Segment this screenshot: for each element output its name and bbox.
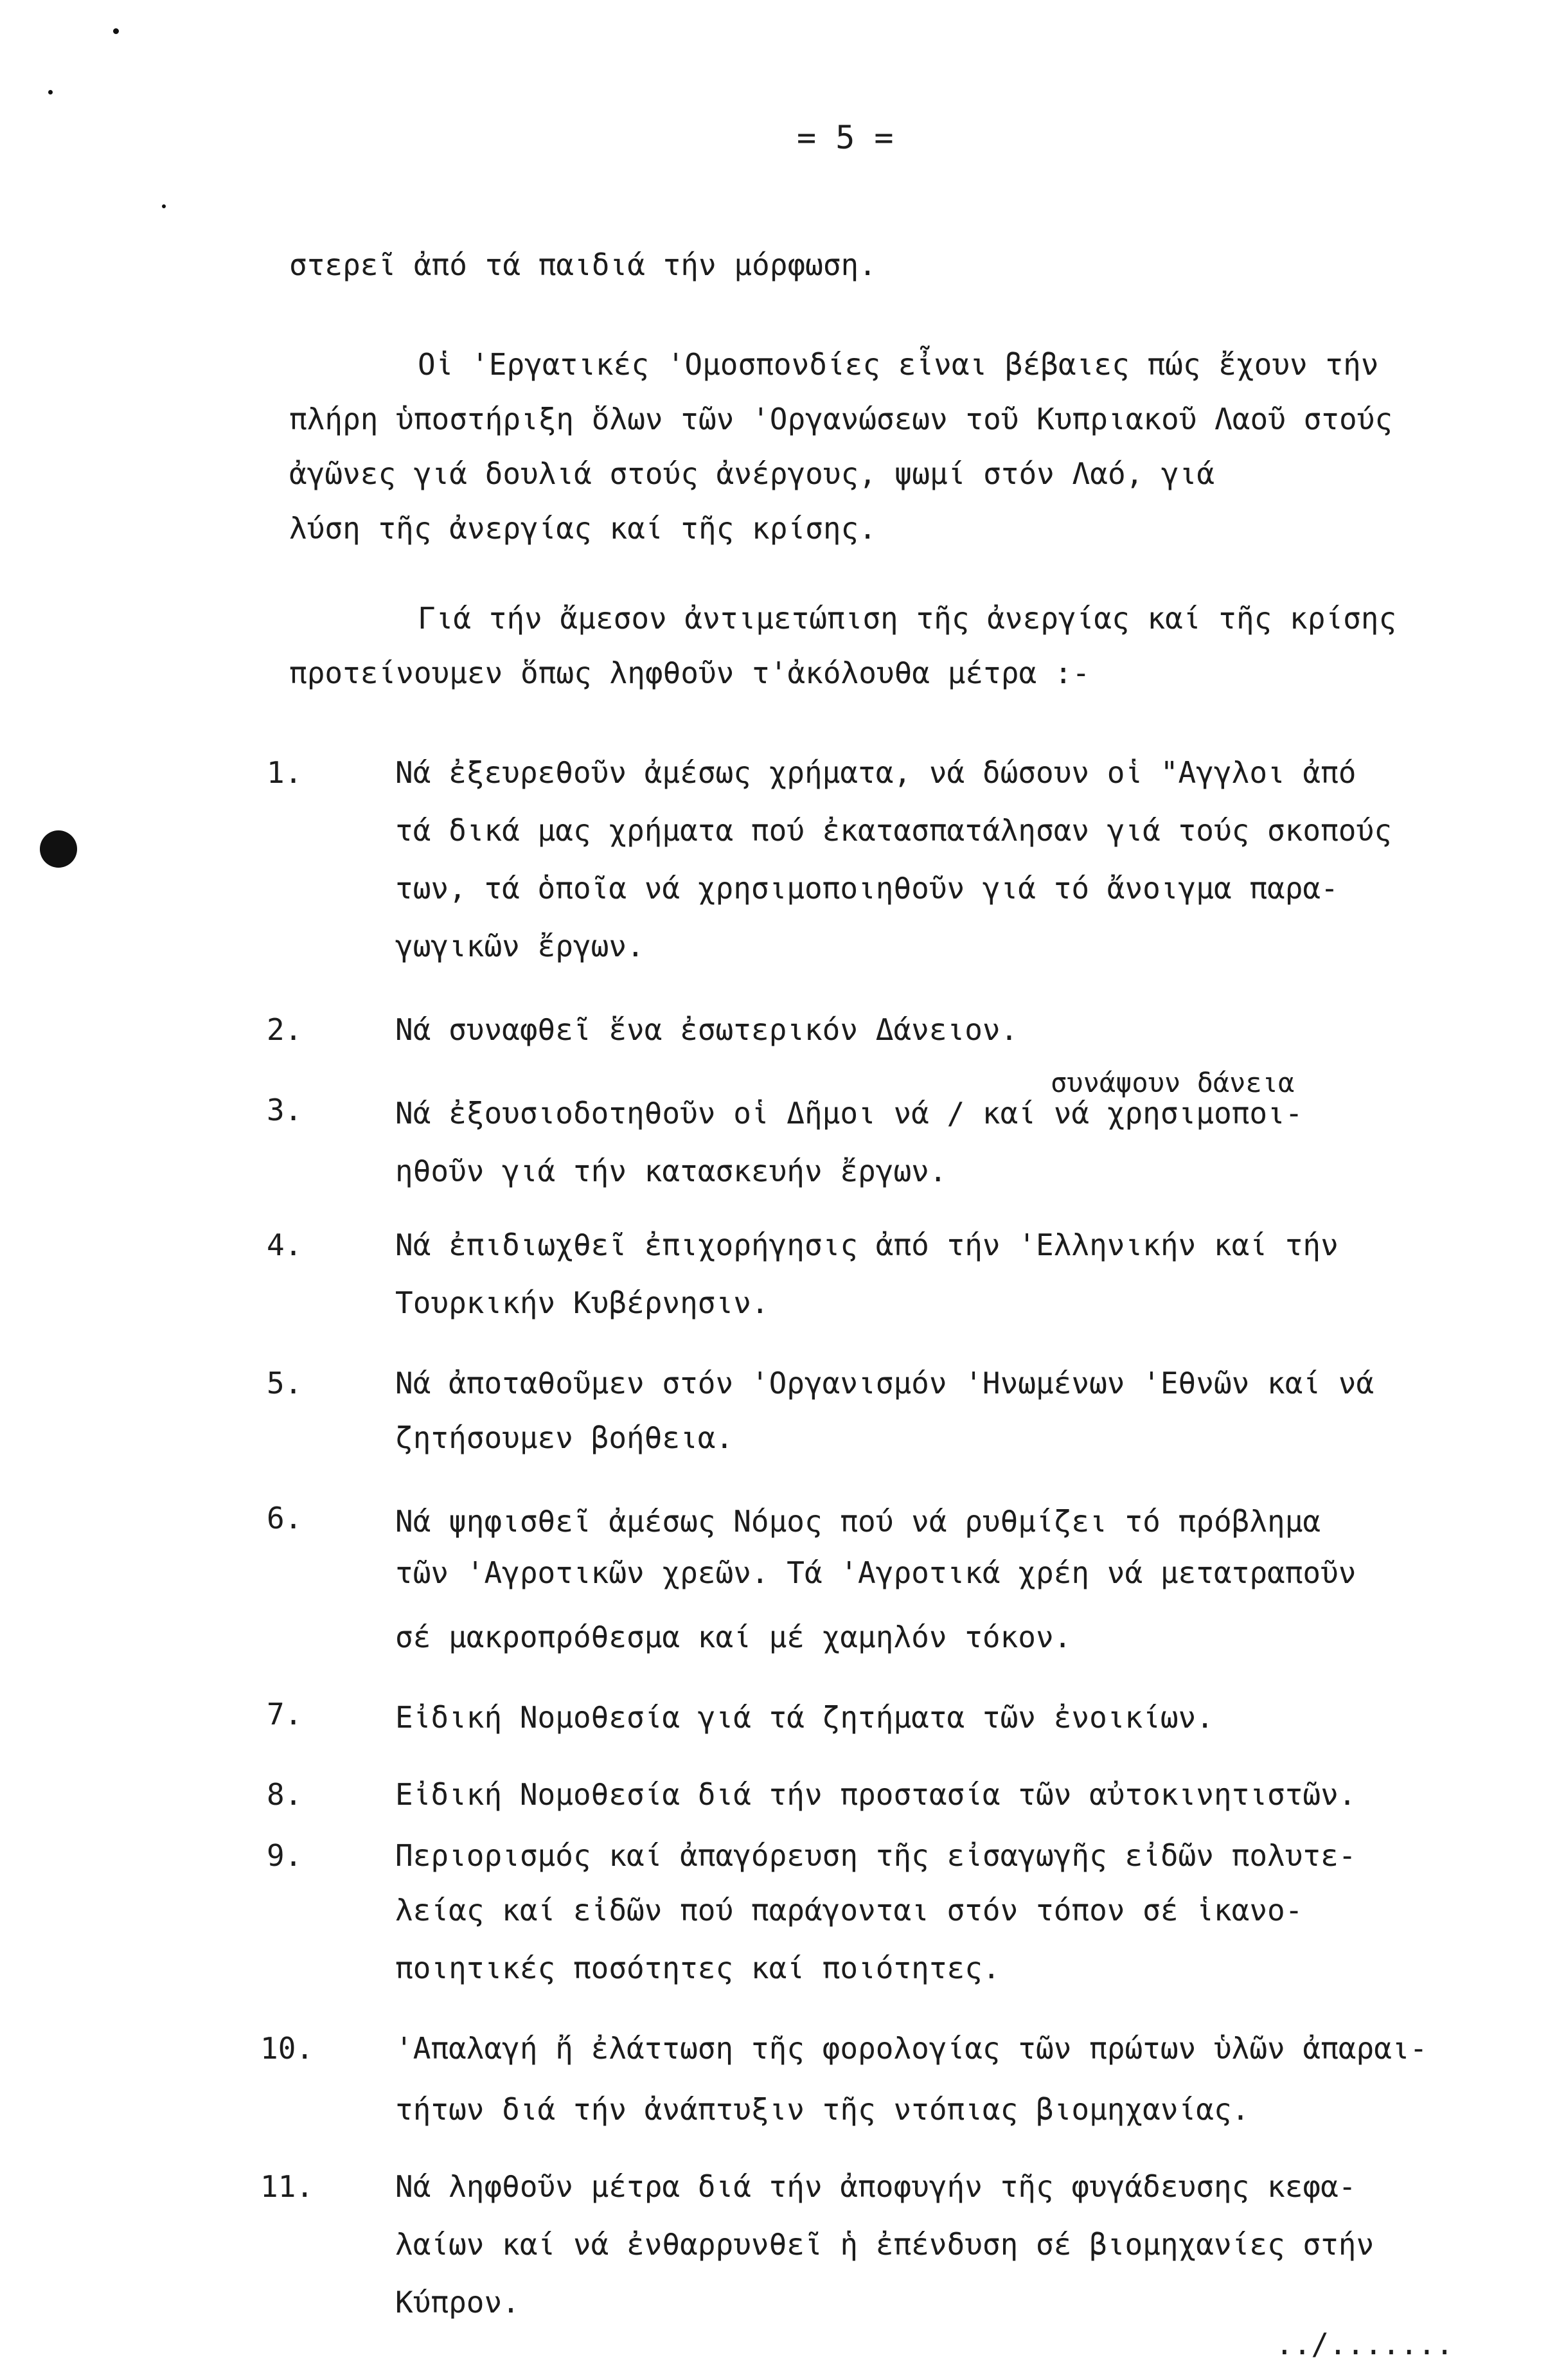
list-item-line: Νά ἐξουσιοδοτηθοῦν οἱ Δῆμοι νά / καί νά χρησιμοποι- xyxy=(395,1096,1303,1131)
list-item-number: 10. xyxy=(260,2031,314,2066)
continuation-mark: ../....... xyxy=(1276,2327,1454,2361)
paragraph-line: ἀγῶνες γιά δουλιά στούς ἀνέργους, ψωμί στόν Λαό, γιά xyxy=(289,456,1215,491)
list-item-line: Εἰδική Νομοθεσία γιά τά ζητήματα τῶν ἐνοικίων. xyxy=(395,1700,1214,1735)
list-item-line: Νά ἀποταθοῦμεν στόν 'Οργανισμόν 'Ηνωμένων 'Εθνῶν καί νά xyxy=(395,1366,1375,1400)
list-item-number: 3. xyxy=(267,1093,303,1127)
paragraph-line: Γιά τήν ἄμεσον ἀντιμετώπιση τῆς ἀνεργίας καί τῆς κρίσης xyxy=(418,601,1397,636)
list-item-line: Κύπρον. xyxy=(395,2285,520,2320)
page-number: = 5 = xyxy=(797,119,894,156)
list-item-line: γωγικῶν ἔργων. xyxy=(395,929,645,963)
paragraph-line: προτείνουμεν ὅπως ληφθοῦν τ'ἀκόλουθα μέτρα :- xyxy=(289,656,1090,690)
paragraph-line: Οἱ 'Εργατικές 'Ομοσπονδίες εἶναι βέβαιες πώς ἔχουν τήν xyxy=(418,347,1379,382)
margin-speck xyxy=(162,204,166,208)
list-item-line: Νά ληφθοῦν μέτρα διά τήν ἀποφυγήν τῆς φυγάδευσης κεφα- xyxy=(395,2169,1357,2204)
list-item-line: 'Απαλαγή ἤ ἐλάττωση τῆς φορολογίας τῶν πρώτων ὑλῶν ἀπαραι- xyxy=(395,2031,1428,2066)
list-item-line: ηθοῦν γιά τήν κατασκευήν ἔργων. xyxy=(395,1154,947,1188)
list-item-line: Περιορισμός καί ἀπαγόρευση τῆς εἰσαγωγῆς εἰδῶν πολυτε- xyxy=(395,1838,1357,1873)
list-item-line: Τουρκικήν Κυβέρνησιν. xyxy=(395,1285,769,1320)
list-item-number: 7. xyxy=(267,1697,303,1731)
list-item-line: Νά ἐπιδιωχθεῖ ἐπιχορήγησις ἀπό τήν 'Ελληνικήν καί τήν xyxy=(395,1228,1339,1262)
list-item-line: Εἰδική Νομοθεσία διά τήν προστασία τῶν αὐτοκινητιστῶν. xyxy=(395,1777,1357,1812)
paragraph-line: λύση τῆς ἀνεργίας καί τῆς κρίσης. xyxy=(289,511,876,546)
list-item-line: τήτων διά τήν ἀνάπτυξιν τῆς ντόπιας βιομηχανίας. xyxy=(395,2092,1250,2127)
list-item-line: λείας καί εἰδῶν πού παράγονται στόν τόπον σέ ἱκανο- xyxy=(395,1893,1303,1928)
list-item-number: 9. xyxy=(267,1838,303,1873)
list-item-number: 11. xyxy=(260,2169,314,2204)
list-item-line: ζητήσουμεν βοήθεια. xyxy=(395,1420,734,1455)
list-item-number: 8. xyxy=(267,1777,303,1812)
margin-punch-hole xyxy=(40,830,77,868)
list-item-line: σέ μακροπρόθεσμα καί μέ χαμηλόν τόκον. xyxy=(395,1620,1072,1654)
margin-speck xyxy=(113,28,119,34)
list-item-line: λαίων καί νά ἐνθαρρυνθεῖ ἡ ἐπένδυση σέ βιομηχανίες στήν xyxy=(395,2227,1375,2262)
list-item-number: 2. xyxy=(267,1012,303,1047)
intro-line: στερεῖ ἀπό τά παιδιά τήν μόρφωση. xyxy=(289,247,876,282)
list-item-line: Νά ψηφισθεῖ ἀμέσως Νόμος πού νά ρυθμίζει τό πρόβλημα xyxy=(395,1504,1321,1539)
list-item-number: 4. xyxy=(267,1228,303,1262)
list-item-line: των, τά ὁποῖα νά χρησιμοποιηθοῦν γιά τό ἄνοιγμα παρα- xyxy=(395,871,1339,906)
list-item-number: 6. xyxy=(267,1501,303,1535)
margin-speck xyxy=(48,90,53,94)
list-item-line: Νά συναφθεῖ ἕνα ἐσωτερικόν Δάνειον. xyxy=(395,1012,1019,1047)
interlinear-insertion: συνάψουν δάνεια xyxy=(1051,1067,1295,1098)
list-item-line: ποιητικές ποσότητες καί ποιότητες. xyxy=(395,1951,1001,1985)
paragraph-line: πλήρη ὑποστήριξη ὅλων τῶν 'Οργανώσεων τοῦ Κυπριακοῦ Λαοῦ στούς xyxy=(289,402,1393,436)
list-item-number: 1. xyxy=(267,755,303,790)
list-item-line: τά δικά μας χρήματα πού ἐκατασπατάλησαν γιά τούς σκοπούς xyxy=(395,813,1392,848)
list-item-number: 5. xyxy=(267,1366,303,1400)
list-item-line: Νά ἐξευρεθοῦν ἀμέσως χρήματα, νά δώσουν οἱ "Αγγλοι ἀπό xyxy=(395,755,1357,790)
list-item-line: τῶν 'Αγροτικῶν χρεῶν. Τά 'Αγροτικά χρέη νά μετατραποῦν xyxy=(395,1555,1357,1590)
